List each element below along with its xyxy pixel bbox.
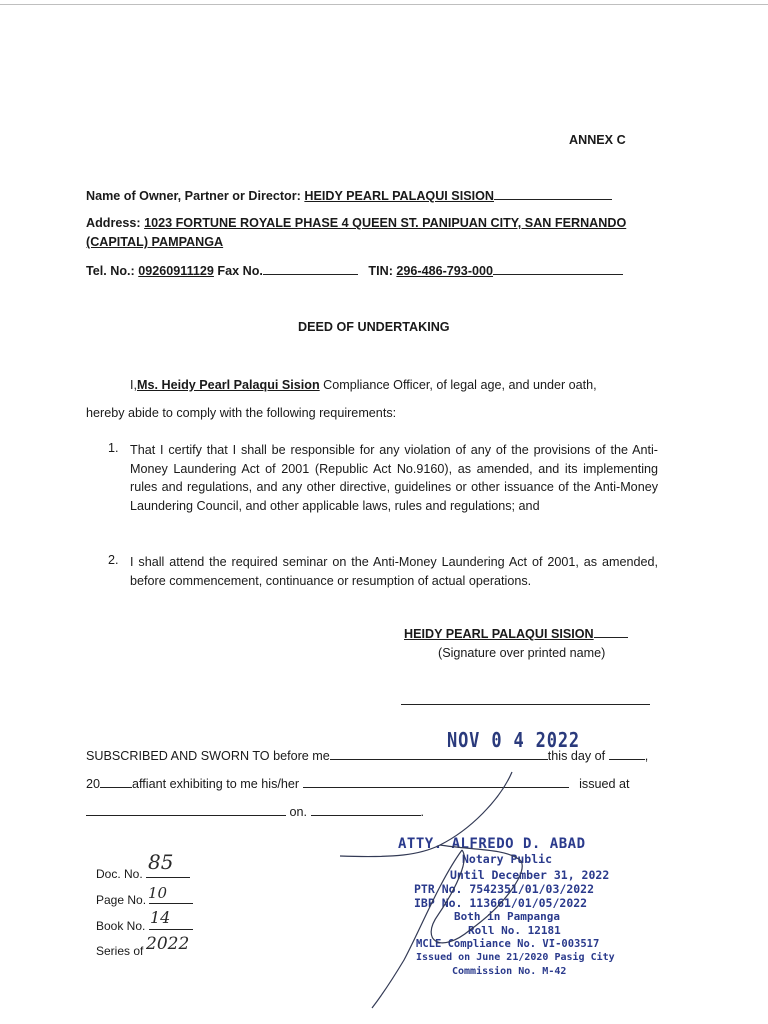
series-handwritten: 2022 bbox=[146, 934, 190, 954]
jurat-line-3: on. . bbox=[86, 804, 424, 819]
fax-label: Fax No. bbox=[217, 264, 263, 278]
notary-stamp-line-5: Both in Pampanga bbox=[454, 910, 560, 923]
owner-label: Name of Owner, Partner or Director: bbox=[86, 189, 301, 203]
tin-value: 296-486-793-000 bbox=[396, 264, 494, 278]
book-no-label: Book No. bbox=[96, 919, 146, 933]
address-label: Address: bbox=[86, 216, 141, 230]
notary-stamp-name: ATTY. ALFREDO D. ABAD bbox=[398, 836, 586, 852]
page-no-label: Page No. bbox=[96, 893, 147, 907]
jurat-text-4: issued at bbox=[579, 777, 630, 791]
signature-caption: (Signature over printed name) bbox=[438, 646, 606, 660]
signature-name: HEIDY PEARL PALAQUI SISION bbox=[404, 627, 594, 641]
jurat-year-prefix: 20 bbox=[86, 777, 101, 791]
notary-stamp-line-7: MCLE Compliance No. VI-003517 bbox=[416, 938, 600, 950]
intro-prefix: I, bbox=[130, 378, 137, 392]
jurat-text-2: this day of bbox=[547, 749, 606, 763]
intro-rest: Compliance Officer, of legal age, and under oath, bbox=[319, 378, 597, 392]
tel-value: 09260911129 bbox=[138, 264, 214, 278]
jurat-on: on. bbox=[289, 805, 308, 819]
item-2-text: I shall attend the required seminar on the Anti-Money Laundering Act of 2001, as amended, before commencement, continuance or resumption of actual operations. bbox=[130, 555, 658, 588]
notary-stamp-line-1: Notary Public bbox=[462, 852, 553, 866]
book-no-handwritten: 14 bbox=[150, 908, 171, 927]
page-no-handwritten: 10 bbox=[148, 884, 168, 902]
item-1-text: That I certify that I shall be responsible for any violation of any of the provisions of the Anti-Money Laundering Act of 2001 (Republic Act No.9160), as amended, and its implementing rules and regulations, and any other directive, guidelines or other issuance of the Anti-Money Laundering Council, and other applicable laws, rules and regulations; and bbox=[130, 443, 658, 513]
notary-stamp-line-3: PTR No. 7542351/01/03/2022 bbox=[414, 882, 595, 896]
item-2-number: 2. bbox=[108, 553, 119, 567]
notary-stamp-line-9: Commission No. M-42 bbox=[452, 966, 567, 977]
notary-stamp-line-2: Until December 31, 2022 bbox=[450, 868, 610, 882]
address-value-2: (CAPITAL) PAMPANGA bbox=[86, 235, 224, 249]
jurat-line-1: SUBSCRIBED AND SWORN TO before me this day of , bbox=[86, 749, 649, 763]
intro-line-2: hereby abide to comply with the following requirements: bbox=[86, 406, 397, 420]
item-1-number: 1. bbox=[108, 441, 119, 455]
document-title: DEED OF UNDERTAKING bbox=[298, 320, 450, 334]
signature-stroke bbox=[340, 772, 522, 1008]
owner-value: HEIDY PEARL PALAQUI SISION bbox=[304, 189, 494, 203]
jurat-text-1: SUBSCRIBED AND SWORN TO before me bbox=[86, 749, 330, 763]
address-value-1: 1023 FORTUNE ROYALE PHASE 4 QUEEN ST. PANIPUAN CITY, SAN FERNANDO bbox=[144, 216, 627, 230]
doc-no-handwritten: 85 bbox=[148, 850, 174, 874]
intro-name: Ms. Heidy Pearl Palaqui Sision bbox=[137, 378, 320, 392]
series-label: Series of bbox=[96, 944, 144, 958]
date-stamp: NOV 0 4 2022 bbox=[447, 728, 581, 752]
doc-no-label: Doc. No. bbox=[96, 867, 143, 881]
annex-label: ANNEX C bbox=[569, 133, 626, 147]
tin-label: TIN: bbox=[368, 264, 393, 278]
notary-stamp-line-6: Roll No. 12181 bbox=[468, 924, 561, 937]
tel-label: Tel. No.: bbox=[86, 264, 135, 278]
notary-stamp-line-8: Issued on June 21/2020 Pasig City bbox=[416, 952, 615, 963]
notary-stamp-line-4: IBP No. 113661/01/05/2022 bbox=[414, 896, 588, 910]
jurat-text-3: affiant exhibiting to me his/her bbox=[132, 777, 300, 791]
